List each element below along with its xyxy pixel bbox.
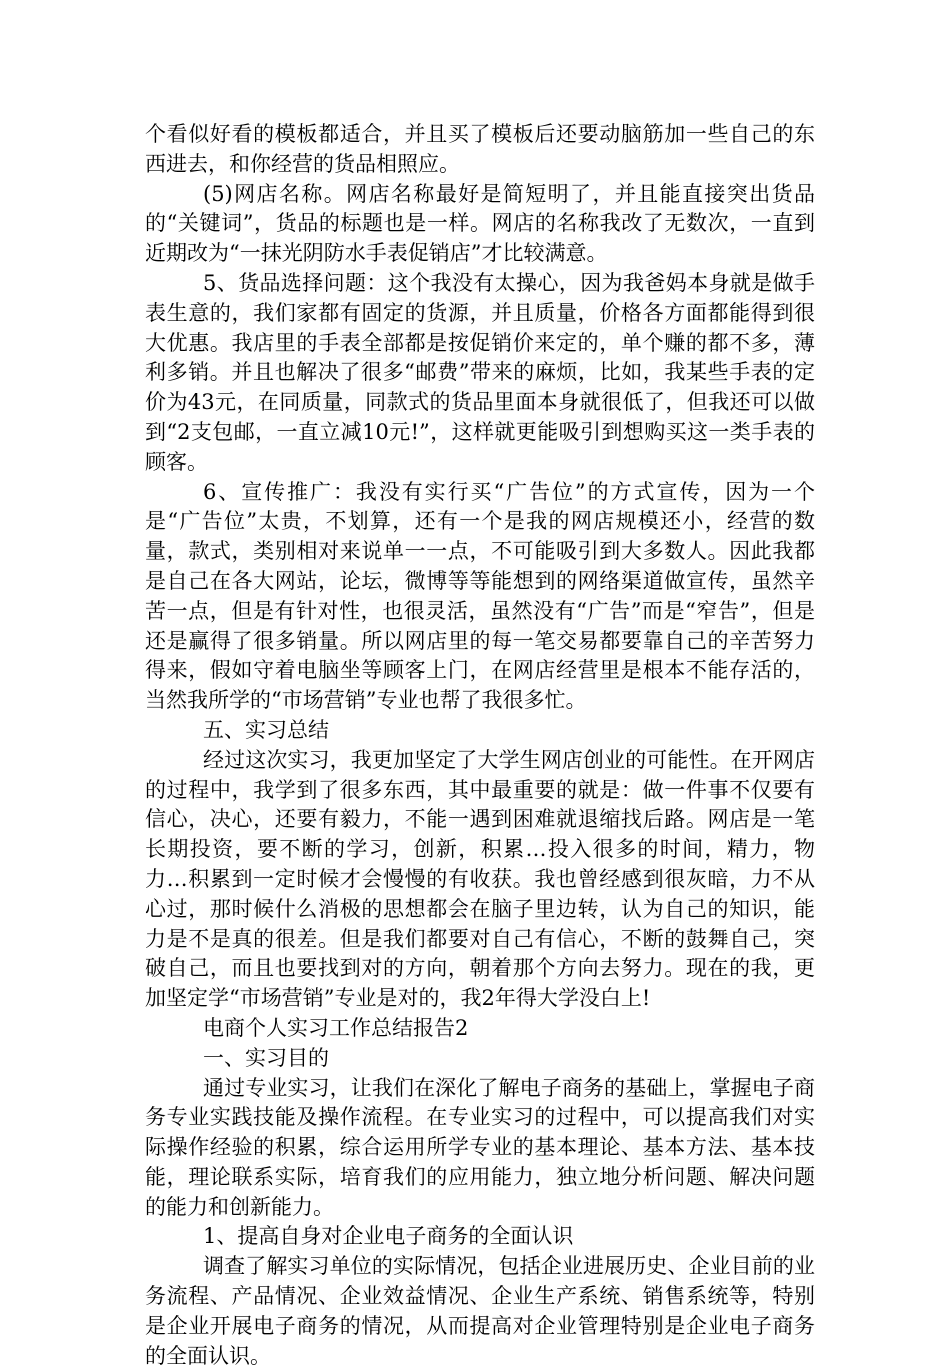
paragraph-template-continuation: 个看似好看的模板都适合，并且买了模板后还要动脑筋加一些自己的东西进去，和你经营的货品相照应。 (145, 122, 815, 176)
paragraph-summary: 经过这次实习，我更加坚定了大学生网店创业的可能性。在开网店的过程中，我学到了很多东西，其中最重要的就是：做一件事不仅要有信心，决心，还要有毅力，不能一遇到困难就退缩找后路。网店是一笔长期投资，要不断的学习，创新，积累…投入很多的时间，精力，物力…积累到一定时候才会慢慢的有收获。我也曾经感到很灰暗，力不从心过，那时候什么消极的思想都会在脑子里边转，认为自己的知识，能力是不是真的很差。但是我们都要对自己有信心，不断的鼓舞自己，突破自己，而且也要找到对的方向，朝着那个方向去努力。现在的我，更加坚定学“市场营销”专业是对的，我2年得大学没白上! (145, 747, 815, 1011)
section-heading-internship-summary: 五、实习总结 (203, 717, 329, 742)
paragraph-product-selection: 5、货品选择问题：这个我没有太操心，因为我爸妈本身就是做手表生意的，我们家都有固定的货源，并且质量，价格各方面都能得到很大优惠。我店里的手表全部都是按促销价来定的，单个赚的都不多，薄利多销。并且也解决了很多“邮费”带来的麻烦，比如，我某些手表的定价为43元，在同质量，同款式的货品里面本身就很低了，但我还可以做到“2支包邮，一直立减10元!”，这样就更能吸引到想购买这一类手表的顾客。 (145, 270, 815, 474)
paragraph-shop-name: (5)网店名称。网店名称最好是简短明了，并且能直接突出货品的“关键词”，货品的标题也是一样。网店的名称我改了无数次，一直到近期改为“一抹光阴防水手表促销店”才比较满意。 (145, 181, 815, 266)
paragraph-promotion: 6、宣传推广：我没有实行买“广告位”的方式宣传，因为一个是“广告位”太贵，不划算，还有一个是我的网店规模还小，经营的数量，款式，类别相对来说单一一点，不可能吸引到大多数人。因此我都是自己在各大网站，论坛，微博等等能想到的网络渠道做宣传，虽然辛苦一点，但是有针对性，也很灵活，虽然没有“广告”而是“窄告”，但是还是赢得了很多销量。所以网店里的每一笔交易都要靠自己的辛苦努力得来，假如守着电脑坐等顾客上门，在网店经营里是根本不能存活的，当然我所学的“市场营销”专业也帮了我很多忙。 (145, 479, 815, 713)
report-title-2: 电商个人实习工作总结报告2 (203, 1015, 469, 1040)
paragraph-purpose: 通过专业实习，让我们在深化了解电子商务的基础上，掌握电子商务专业实践技能及操作流程。在专业实习的过程中，可以提高我们对实际操作经验的积累，综合运用所学专业的基本理论、基本方法、基本技能，理论联系实际，培育我们的应用能力，独立地分析问题、解决问题的能力和创新能力。 (145, 1075, 815, 1219)
section-heading-internship-purpose: 一、实习目的 (203, 1045, 329, 1070)
document-body (145, 120, 815, 1371)
paragraph-company-investigation: 调查了解实习单位的实际情况，包括企业进展历史、企业目前的业务流程、产品情况、企业效益情况、企业生产系统、销售系统等，特别是企业开展电子商务的情况，从而提高对企业管理特别是企业电子商务的全面认识。 (145, 1254, 815, 1368)
subheading-ecommerce-understanding: 1、提高自身对企业电子商务的全面认识 (203, 1224, 574, 1249)
